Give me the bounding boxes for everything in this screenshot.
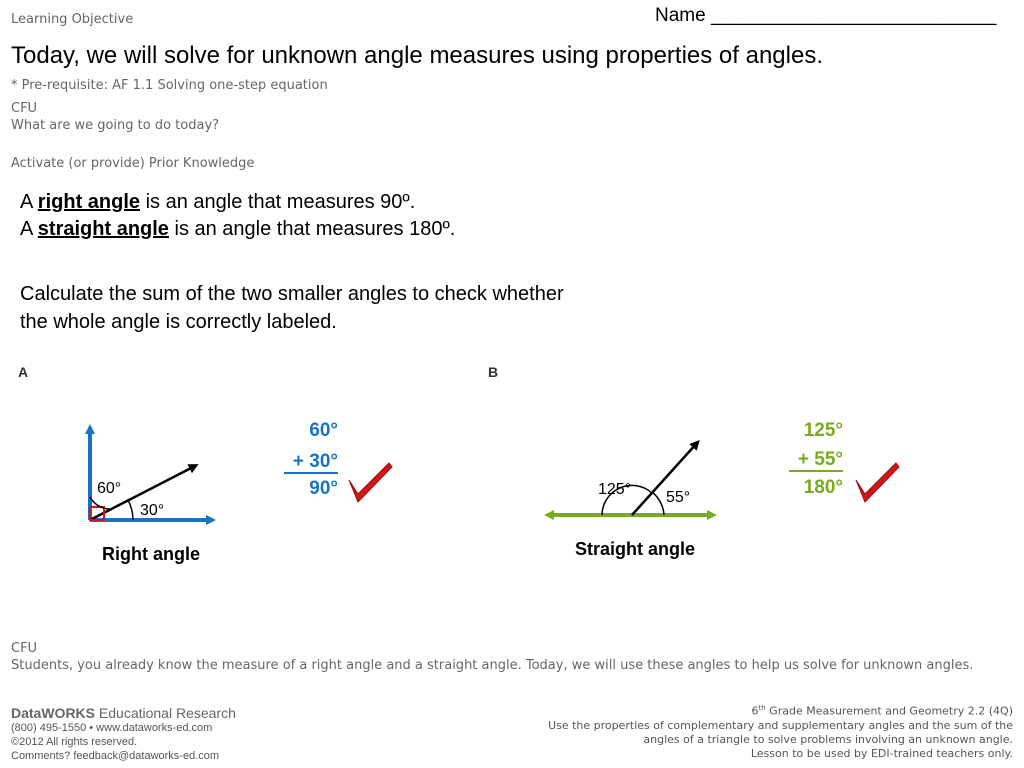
sum-b-addend1: 125°: [803, 420, 843, 441]
standard-description: Use the properties of complementary and supplementary angles and the sum of the angles of a triangle to solve problems involving an unknown angle.: [548, 718, 1013, 746]
lesson-note: Lesson to be used by EDI-trained teachers only.: [750, 746, 1013, 760]
angle-label-55: 55°: [666, 489, 691, 506]
right-angle-definition: A right angle is an angle that measures 90º.: [20, 191, 416, 213]
straight-angle-term: straight angle: [37, 218, 169, 240]
copyright: ©2012 All rights reserved.: [11, 736, 138, 748]
straight-angle-caption: Straight angle: [575, 539, 696, 559]
straight-angle-definition: A straight angle is an angle that measures 180º.: [20, 218, 456, 240]
activate-prior-knowledge: Activate (or provide) Prior Knowledge: [11, 156, 255, 171]
sum-b: [789, 420, 899, 502]
sum-a-addend2: + 30°: [292, 451, 338, 472]
angle-label-125: 125°: [598, 481, 632, 498]
cfu-bottom-text: Students, you already know the measure of a right angle and a straight angle. Today, we will use these angles to help us solve for unknown angles.: [11, 658, 974, 673]
sum-a: [284, 420, 392, 502]
cfu-label: CFU: [11, 101, 38, 116]
sum-b-total: 180°: [803, 477, 843, 498]
right-angle-term: right angle: [37, 191, 141, 213]
cfu-bottom-label: CFU: [11, 641, 38, 656]
angle-arc-30: [128, 500, 133, 520]
sum-a-addend1: 60°: [309, 420, 338, 441]
feedback-contact: Comments? feedback@dataworks-ed.com: [11, 750, 220, 762]
name-field-line: Name ___________________________: [655, 5, 997, 26]
angle-arc-55: [652, 492, 664, 515]
prerequisite-note: * Pre-requisite: AF 1.1 Solving one-step equation: [11, 78, 328, 93]
page-title: Today, we will solve for unknown angle measures using properties of angles.: [11, 42, 823, 69]
dataworks-contact: (800) 495-1550 • www.dataworks-ed.com: [11, 722, 213, 734]
right-angle-caption: Right angle: [102, 544, 200, 564]
right-angle-diagram: [90, 428, 212, 564]
learning-objective-label: Learning Objective: [11, 12, 134, 27]
dataworks-logo: DataWORKS Educational Research: [11, 705, 236, 721]
sum-b-addend2: + 55°: [797, 449, 843, 470]
checkmark-icon: [349, 463, 392, 502]
section-label-a: A: [18, 364, 29, 380]
straight-angle-diagram: [548, 443, 713, 559]
instruction-text: Calculate the sum of the two smaller angles to check whether the whole angle is correctly labeled.: [20, 283, 564, 333]
checkmark-icon: [856, 463, 899, 502]
angle-label-30: 30°: [140, 502, 165, 519]
section-label-b: B: [488, 364, 499, 380]
grade-standard: 6th Grade Measurement and Geometry 2.2 (4Q): [751, 704, 1013, 718]
sum-a-total: 90°: [309, 478, 338, 499]
angle-label-60: 60°: [97, 480, 122, 497]
cfu-question: What are we going to do today?: [11, 118, 220, 133]
standard-info: [533, 701, 1013, 761]
